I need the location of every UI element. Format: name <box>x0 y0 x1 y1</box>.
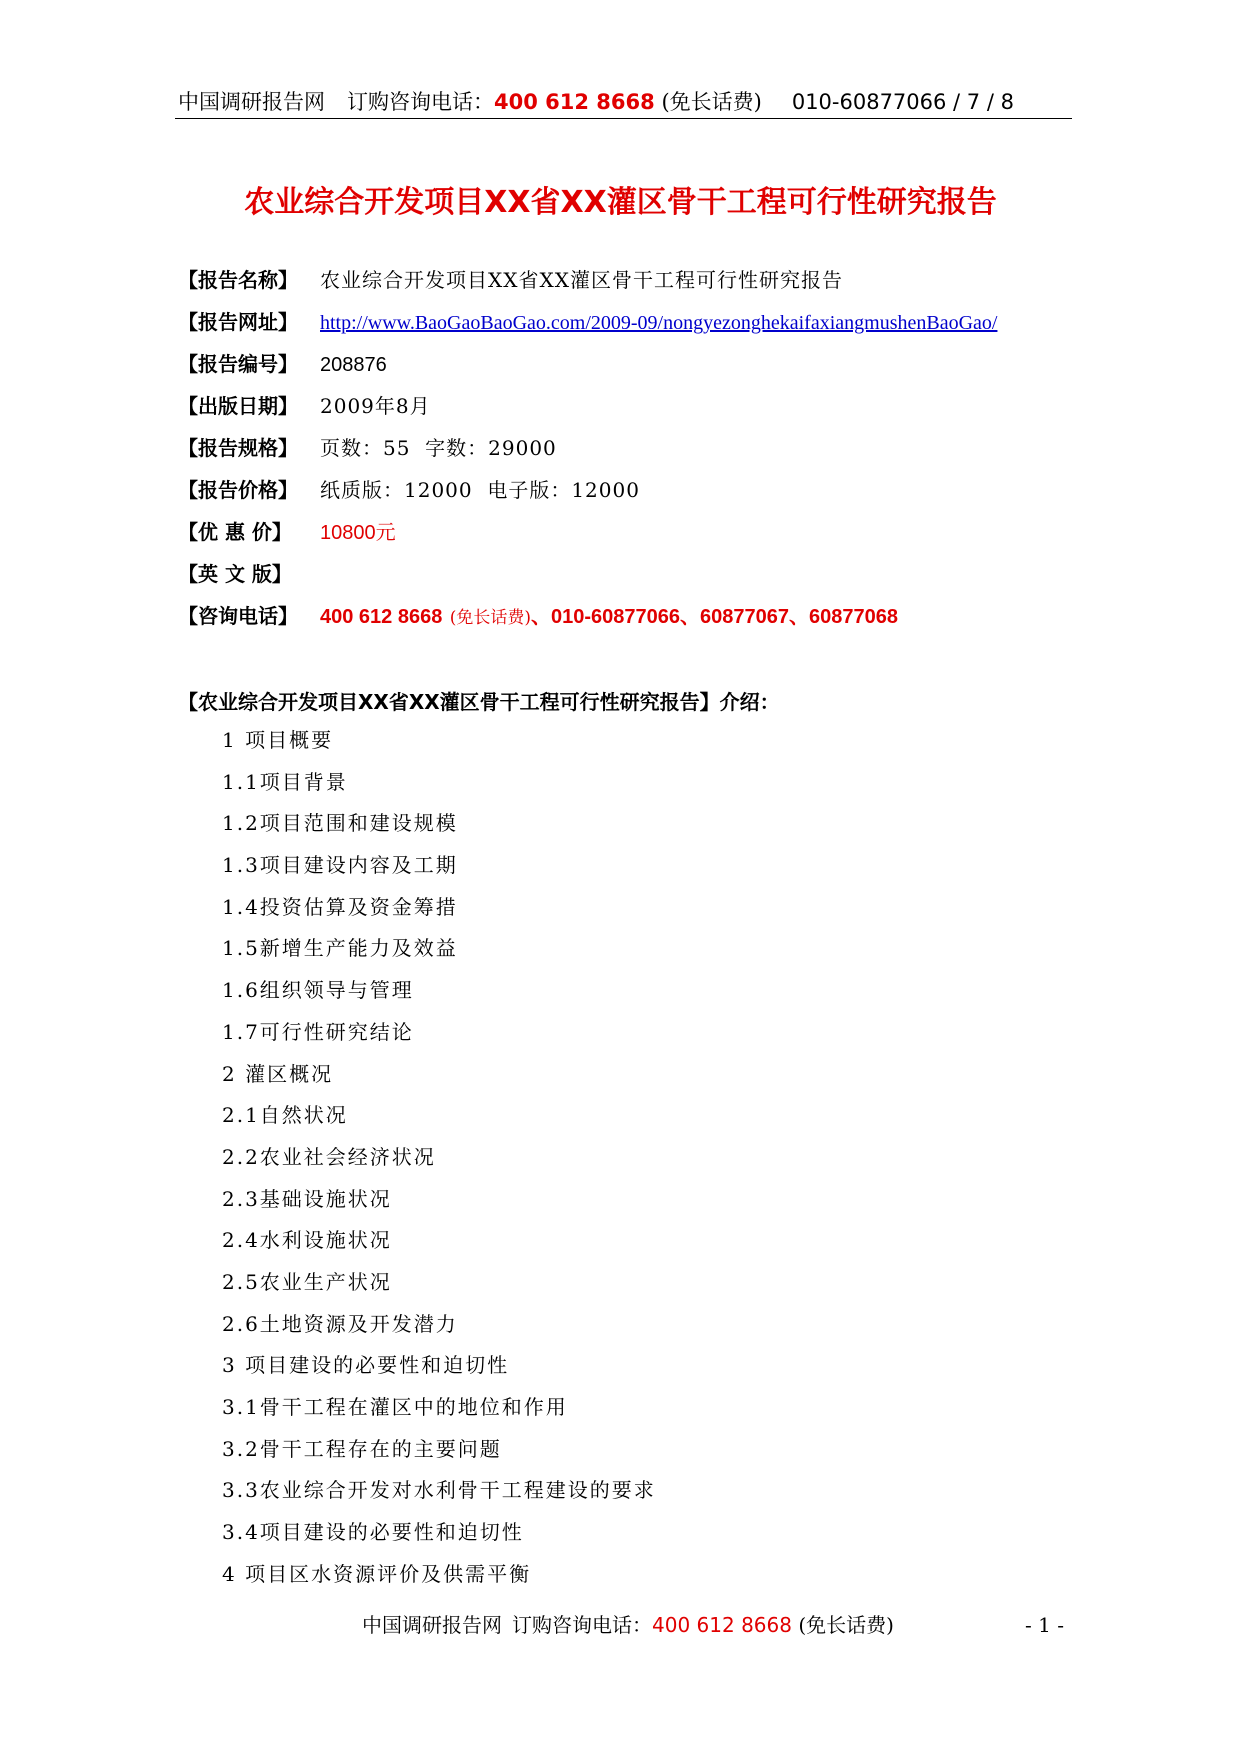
meta-row-contact-phone <box>178 600 898 632</box>
meta-row-english-version <box>178 558 320 590</box>
meta-row-discount-price <box>178 516 397 548</box>
meta-row-report-spec <box>178 432 557 464</box>
meta-label: 【报告网址】 <box>178 310 298 334</box>
contact-other-phones: 、010-60877066、60877067、60877068 <box>530 606 898 628</box>
toc-item: 3 项目建设的必要性和迫切性 <box>222 1353 510 1378</box>
toc-item: 1.4投资估算及资金筹措 <box>222 894 458 919</box>
toc-item: 1.3项目建设内容及工期 <box>222 853 458 878</box>
intro-heading: 【农业综合开发项目XX省XX灌区骨干工程可行性研究报告】介绍： <box>178 690 780 714</box>
meta-label: 【报告名称】 <box>178 268 298 292</box>
page-header <box>178 88 1068 116</box>
header-tail-phones: 010-60877066 / 7 / 8 <box>791 90 1014 114</box>
footer-phone: 400 612 8668 <box>652 1613 792 1637</box>
header-order-label: 订购咨询电话： <box>347 90 494 114</box>
meta-row-report-name <box>178 264 843 296</box>
table-of-contents <box>222 724 656 1599</box>
meta-label: 【报告价格】 <box>178 478 298 502</box>
meta-label: 【报告规格】 <box>178 436 298 460</box>
meta-label: 【出版日期】 <box>178 394 298 418</box>
meta-row-report-number <box>178 348 387 380</box>
page-number: - 1 - <box>1025 1613 1064 1637</box>
toc-item: 3.4项目建设的必要性和迫切性 <box>222 1520 524 1545</box>
discount-amount: 10800 <box>320 522 376 544</box>
toc-item: 2.2农业社会经济状况 <box>222 1144 436 1169</box>
meta-row-report-price <box>178 474 640 506</box>
toc-item: 1.7可行性研究结论 <box>222 1019 414 1044</box>
contact-phone: 400 612 8668 <box>320 606 443 628</box>
footer-order-label: 订购咨询电话： <box>512 1613 652 1637</box>
header-site-name: 中国调研报告网 <box>178 90 325 114</box>
document-title: 农业综合开发项目XX省XX灌区骨干工程可行性研究报告 <box>244 185 997 220</box>
meta-row-publish-date <box>178 390 431 422</box>
toc-item: 1.6组织领导与管理 <box>222 978 414 1003</box>
meta-label: 【英 文 版】 <box>178 562 292 586</box>
meta-label: 【优 惠 价】 <box>178 520 292 544</box>
contact-free-note: (免长话费) <box>449 608 531 628</box>
report-price-value: 纸质版：12000 电子版：12000 <box>320 478 640 502</box>
header-divider <box>175 118 1072 119</box>
footer-site-name: 中国调研报告网 <box>362 1613 502 1637</box>
report-name-value: 农业综合开发项目XX省XX灌区骨干工程可行性研究报告 <box>320 268 843 292</box>
report-number-value: 208876 <box>320 354 387 376</box>
publish-date-value: 2009年8月 <box>320 394 431 418</box>
toc-item: 4 项目区水资源评价及供需平衡 <box>222 1561 532 1586</box>
discount-unit: 元 <box>375 520 397 544</box>
toc-item: 2.1自然状况 <box>222 1103 348 1128</box>
toc-item: 1.2项目范围和建设规模 <box>222 811 458 836</box>
toc-item: 3.1骨干工程在灌区中的地位和作用 <box>222 1395 568 1419</box>
toc-item: 2.4水利设施状况 <box>222 1228 392 1253</box>
meta-label: 【咨询电话】 <box>178 604 298 628</box>
page-footer <box>362 1611 894 1639</box>
header-phone: 400 612 8668 <box>494 90 655 114</box>
toc-item: 2.5农业生产状况 <box>222 1269 392 1294</box>
toc-item: 2.3基础设施状况 <box>222 1186 392 1211</box>
toc-item: 2.6土地资源及开发潜力 <box>222 1311 458 1336</box>
toc-item: 2 灌区概况 <box>222 1061 334 1086</box>
meta-row-report-url <box>178 306 997 338</box>
report-spec-value: 页数：55 字数：29000 <box>320 436 557 460</box>
footer-free-note: (免长话费) <box>798 1613 894 1637</box>
report-url-link[interactable]: http://www.BaoGaoBaoGao.com/2009-09/nongyezonghekaifaxiangmushenBaoGao/ <box>320 312 998 334</box>
toc-item: 3.2骨干工程存在的主要问题 <box>222 1436 502 1461</box>
toc-item: 3.3农业综合开发对水利骨干工程建设的要求 <box>222 1478 656 1503</box>
meta-label: 【报告编号】 <box>178 352 298 376</box>
toc-item: 1 项目概要 <box>222 728 334 752</box>
toc-item: 1.1项目背景 <box>222 769 348 794</box>
toc-item: 1.5新增生产能力及效益 <box>222 936 458 961</box>
header-free-note: (免长话费) <box>661 90 762 114</box>
